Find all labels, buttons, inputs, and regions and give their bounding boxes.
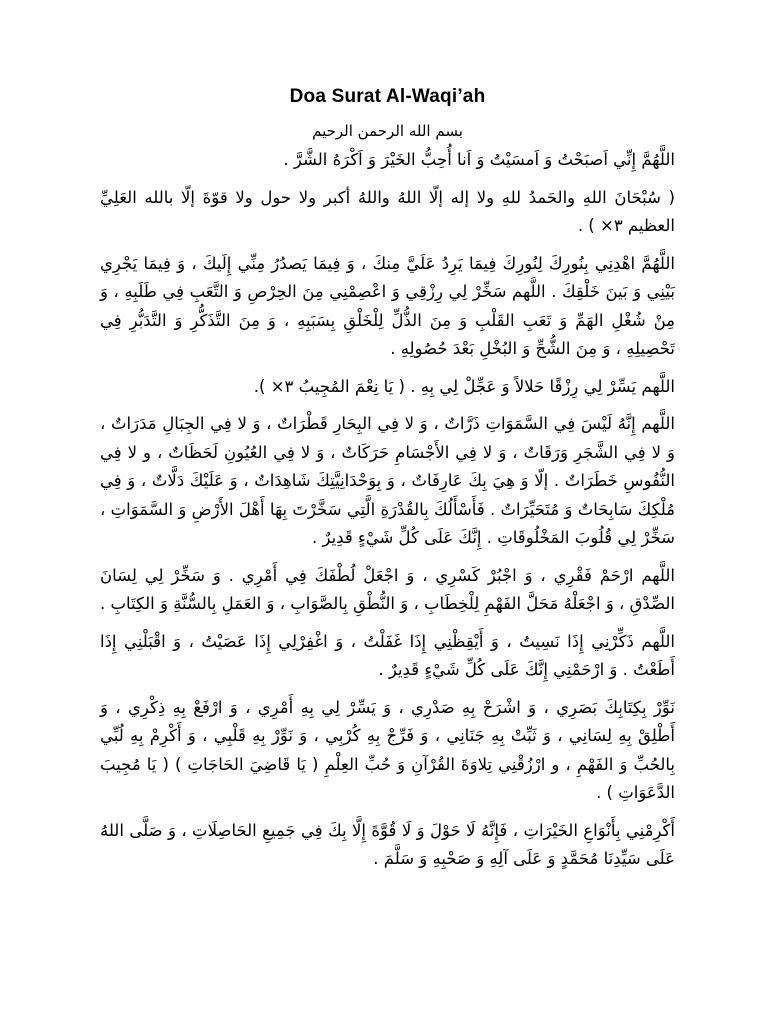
paragraph-quran-light-dua: نَوِّرْ بِكِتَابِكَ بَصَرِي ، وَ اشْرَحْ بِهِ صَدْرِي ، وَ يَسِّرْ لِي بِهِ أَمْرِي ، وَ ارْفَعْ بِهِ ذِكْرِي ، وَ أَطْلِقْ بِهِ لِسَانِي ، وَ ثَبِّتْ بِهِ جَنَانِي ، وَ فَرِّجْ بِهِ كُرْبِي ، وَ نَوِّرْ بِهِ قَلْبِي ، وَ أَكْرِمْ بِهِ لُبِّي بِالحُبِّ وَ الفَهْمِ ، و ارْزُقْنِي تِلاوَةَ القُرْآنِ وَ حُبِّ العِلْمِ ( يَا قَاضِيَ الحَاجَاتِ ) ( يَا مُجِيبَ الدَّعَوَاتِ ) . (100, 697, 675, 802)
paragraph-opening-dua: اللَّهُمَّ إِنِّي اَصبَحْتُ وَ اَمسَيْتُ وَ اَنا أُحِبُّ الخَيْرَ وَ اَكْرَهُ الشَّرَّ . (283, 150, 675, 169)
paragraph-creation-dua: اللَّهم إِنَّهُ لَيْسَ فِي السَّمَوَاتِ ذَرَّاتٌ ، وَ لا فِي البِحَارِ قَطْرَاتٌ ، وَ لا فِي الجِبَالِ مَدَرَاتٌ ، وَ لا فِي الشَّجَرِ وَرَقَاتٌ ، وَ لا فِي الأَجْسَامِ حَرَكَاتٌ ، وَ لا فِي العُيُونِ لَحَظَاتٌ ، و لا فِي النُّفُوسِ خَطَرَاتٌ . إلّا وَ هِيَ بِكَ عَارِفَاتٌ ، وَ بِوَحْدَانِيَّتِكَ شَاهِدَاتٌ ، وَ عَلَيْكَ دَلَّاتٌ ، وَ فِي مُلْكِكَ سَابِحَاتٌ وَ مُتَحَيِّرَاتٌ . فَأَسْأَلُكَ بِالقُدْرَةِ الَّتِي سَخَّرْتَ بِهَا أَهْلَ الأَرْضِ وَ السَّمَوَاتِ ، سَخِّرْ لِي قُلُوبَ المَخْلُوقَاتِ . إِنَّكَ عَلَى كُلِّ شَيْءٍ قَدِيرٌ . (100, 414, 675, 547)
paragraph-tasbih: ( سُبْحَانَ اللهِ والحَمدُ للهِ ولا إله إلّا اللهُ واللهُ أكبر ولا حول ولا قوّةَ إلّا بالله العَلِيِّ العظيم ٣× ) . (100, 187, 675, 235)
paragraph-remembrance-dua: اللَّهم ذَكِّرْنِي إِذَا نَسِيتُ ، وَ أَيْقِظْنِي إِذَا غَفَلْتُ ، وَ اغْفِرْلِي إِذَا عَصَيْتُ ، وَ اقْبَلْنِي إِذَا أَطَعْتُ . وَ ارْحَمْنِي إِنَّكَ عَلَى كُلِّ شَيْءٍ قَدِيرٌ . (100, 631, 675, 679)
document-title: Doa Surat Al-Waqi’ah (289, 86, 486, 107)
paragraph-guidance-dua: اللَّهُمَّ اهْدِنِي بِنُورِكَ لِنُورِكَ فِيمَا يَرِدُ عَلَيَّ مِنكَ ، وَ فِيمَا يَصدُرُ مِنِّي إِلَيكَ ، وَ فِيمَا يَجْرِي بَيْنِي وَ بَينَ خَلْقِكَ . اللَّهم سَخِّرْ لِي رِزْقِي وَ اعْصِمْنِي مِنَ الحِرْصِ وَ التَّعَبِ فِي طَلَبِهِ ، وَ مِنْ شُغْلِ الهَمِّ وَ تَعَبِ القَلْبِ وَ مِنَ الذُّلِّ لِلْخَلْقِ بِسَبَبِهِ ، وَ مِنَ التَّذَكُّرِ وَ التَّدَبُّرِ فِي تَحْصِيلِهِ ، وَ مِنَ الشُّحِّ وَ البُخْلِ بَعْدَ حُصُولِهِ . (100, 253, 675, 358)
document-page (100, 86, 675, 882)
paragraph-mercy-dua: اللَّهم ارْحَمْ فَقْرِي ، وَ اجْبُرْ كَسْرِي ، وَ اجْعَلْ لُطْفَكَ فِي أَمْرِي . وَ سَخِّرْ لِي لِسَانَ الصِّدْقِ ، وَ اجْعَلْهُ مَحَلَّ الفَهْمِ لِلْخِطَابِ ، وَ النُّطْقِ بِالصَّوَابِ ، وَ العَمَلِ بِالسُّنَّةِ وَ الكِتَابِ . (99, 565, 675, 613)
bismillah-line: بسم الله الرحمن الرحيم (312, 122, 463, 140)
paragraph-halal-rizq-dua: اللَّهم يَسِّرْ لِي رِزْقًا حَلالاً وَ عَجِّلْ لِي بِهِ . ( يَا نِعْمَ المُجِيبُ ٣× ). (253, 376, 675, 396)
paragraph-closing-salawat: أَكْرِمْنِي بِأَنْوَاعِ الخَيْرَاتِ ، فَإِنَّهُ لَا حَوْلَ وَ لَا قُوَّةَ إِلَّا بِكَ فِي جَمِيعِ الحَاصِلَاتِ ، وَ صَلَّى اللهُ عَلَى سَيِّدِنَا مُحَمَّدٍ وَ عَلَى آلِهِ وَ صَحْبِهِ وَ سَلَّمَ . (100, 820, 675, 868)
